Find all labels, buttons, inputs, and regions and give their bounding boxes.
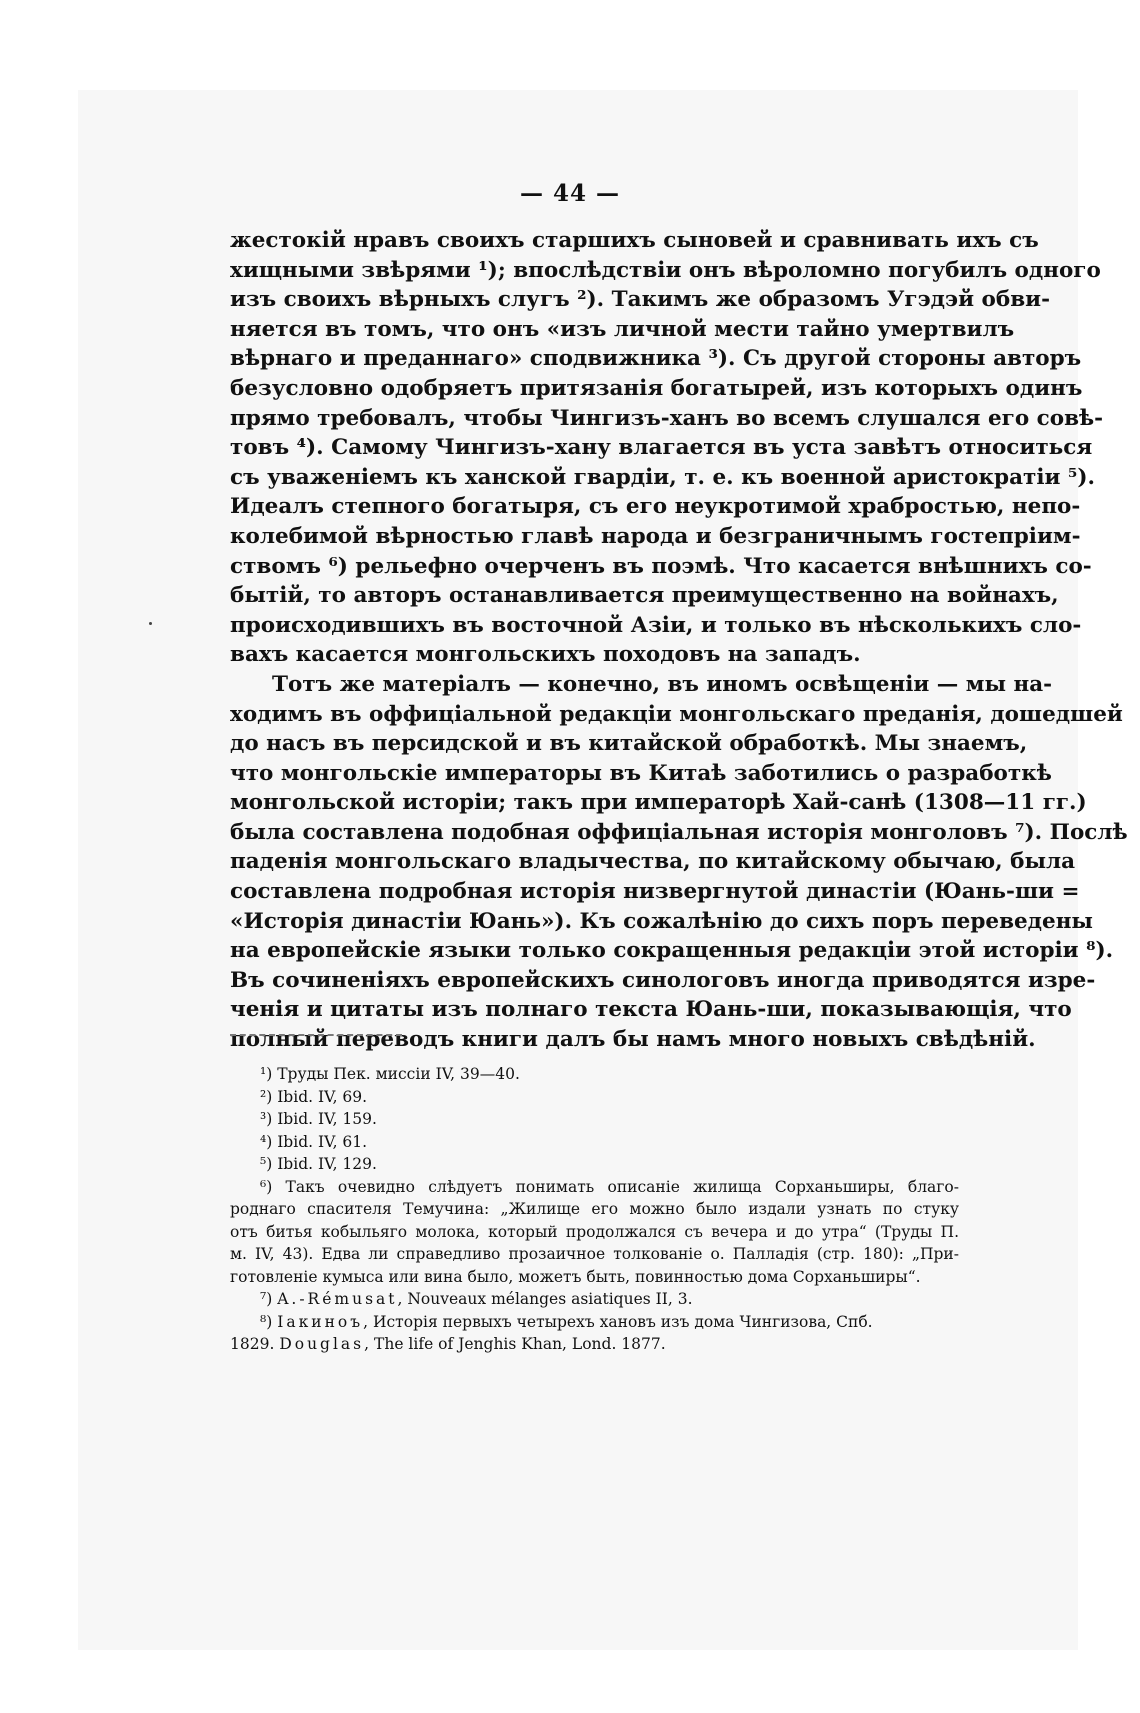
footnote-3: ³) Ibid. IV, 159. [260,1110,377,1128]
text-line: жестокій нравъ своихъ старшихъ сыновей и сравнивать ихъ съ [230,228,1039,253]
footnote-8-cont [230,1333,959,1356]
footnote-5: ⁵) Ibid. IV, 129. [260,1155,377,1173]
footnotes [230,1063,959,1356]
text-line: Въ сочиненіяхъ европейскихъ синологовъ иногда приводятся изре- [230,967,1096,993]
footnote-2: ²) Ibid. IV, 69. [260,1087,368,1106]
text-line: Тотъ же матеріалъ — конечно, въ иномъ освѣщеніи — мы на- [272,671,1053,697]
text-line: на европейскіе языки только сокращенныя редакціи этой исторіи ⁸). [230,938,1114,964]
text-line: бытій, то авторъ останавливается преимущественно на войнахъ, [230,583,1059,609]
footnote-6-line: отъ битья кобыльяго молока, который продолжался съ вечера и до утра“ (Труды П. [230,1222,959,1241]
text-line: съ уваженіемъ къ ханской гвардіи, т. е. къ военной аристократіи ⁵). [230,464,1095,490]
footnote-4: ⁴) Ibid. IV, 61. [260,1132,368,1151]
text-line: изъ своихъ вѣрныхъ слугъ ²). Такимъ же образомъ Угэдэй обви- [230,287,1051,313]
text-line: безусловно одобряетъ притязанія богатырей, изъ которыхъ одинъ [230,375,1083,401]
text-line: что монгольскіе императоры въ Китаѣ заботились о разработкѣ [230,760,1052,786]
footnote-7-marker: ⁷) [260,1290,278,1308]
text-line: Идеалъ степного богатыря, съ его неукротимой храбростью, непо- [230,494,1081,520]
footnote-6-line: роднаго спасителя Темучина: „Жилище его можно было издали узнать по стуку [230,1200,959,1218]
text-line: до насъ въ персидской и въ китайской обработкѣ. Мы знаемъ, [230,731,1028,757]
footnote-8-marker: ⁸) [260,1312,278,1331]
footnote-8 [230,1311,959,1334]
text-line: хищными звѣрями ¹); впослѣдствіи онъ вѣроломно погубилъ одного [230,257,1101,283]
text-line: прямо требовалъ, чтобы Чингизъ-ханъ во всемъ слушался его совѣ- [230,405,1104,431]
text-line: составлена подробная исторія низвергнутой династіи (Юань-ши = [230,879,1080,905]
footnote-8-text2: , The life of Jenghis Khan, Lond. 1877. [364,1335,666,1353]
footnote-8-year: 1829. [230,1335,280,1353]
text-line: ствомъ ⁶) рельефно очерченъ въ поэмѣ. Что касается внѣшнихъ со- [230,553,1092,579]
footnote-1: ¹) Труды Пек. миссіи IV, 39—40. [260,1065,520,1083]
text-line: вѣрнаго и преданнаго» сподвижника ³). Съ другой стороны авторъ [230,346,1082,372]
text-line: была составлена подобная оффиціальная исторія монголовъ ⁷). Послѣ [230,819,1128,845]
footnote-6-line: м. IV, 43). Едва ли справедливо прозаичное толкованіе о. Палладія (стр. 180): „При- [230,1245,959,1263]
text-line: вахъ касается монгольскихъ походовъ на западъ. [230,642,861,668]
text-line: няется въ томъ, что онъ «изъ личной мести тайно умертвилъ [230,316,1015,342]
footnote-7-text: , Nouveaux mélanges asiatiques II, 3. [397,1290,693,1308]
footnote-separator [230,1034,402,1036]
main-text [230,226,1128,1055]
text-line: колебимой вѣрностью главѣ народа и безграничнымъ гостепріим- [230,523,1081,549]
footnote-8-text: , Исторія первыхъ четырехъ хановъ изъ дома Чингизова, Спб. [363,1312,873,1331]
page-number: — 44 — [519,180,621,207]
paragraph-2 [230,670,1128,1055]
footnote-6-line: ⁶) Такъ очевидно слѣдуетъ понимать описаніе жилища Сорханьширы, благо- [260,1177,959,1196]
text-line: происходившихъ въ восточной Азіи, и только въ нѣсколькихъ сло- [230,612,1082,638]
footnote-8-author2: Douglas [279,1335,365,1353]
footnote-7 [230,1288,959,1311]
text-line: монгольской исторіи; такъ при императорѣ Хай-санѣ (1308—11 гг.) [230,790,1087,816]
footnote-7-author: A.-Rémusat [277,1290,398,1308]
text-line: полный переводъ книги далъ бы намъ много новыхъ свѣдѣній. [230,1027,1036,1053]
text-line: ходимъ въ оффиціальной редакціи монгольскаго преданія, дошедшей [230,701,1123,727]
footnote-6-line: готовленіе кумыса или вина было, можетъ быть, повинностью дома Сорханьширы“. [230,1267,921,1286]
text-line: ченія и цитаты изъ полнаго текста Юань-ши, показывающія, что [230,997,1072,1023]
paragraph-1 [230,226,1104,670]
text-line: товъ ⁴). Самому Чингизъ-хану влагается въ уста завѣтъ относиться [230,435,1093,461]
margin-speck [149,622,152,625]
text-line: паденія монгольскаго владычества, по китайскому обычаю, была [230,849,1076,875]
text-line: «Исторія династіи Юань»). Къ сожалѣнію до сихъ поръ переведены [230,908,1093,934]
footnote-8-author: Іакиноъ [277,1312,364,1331]
